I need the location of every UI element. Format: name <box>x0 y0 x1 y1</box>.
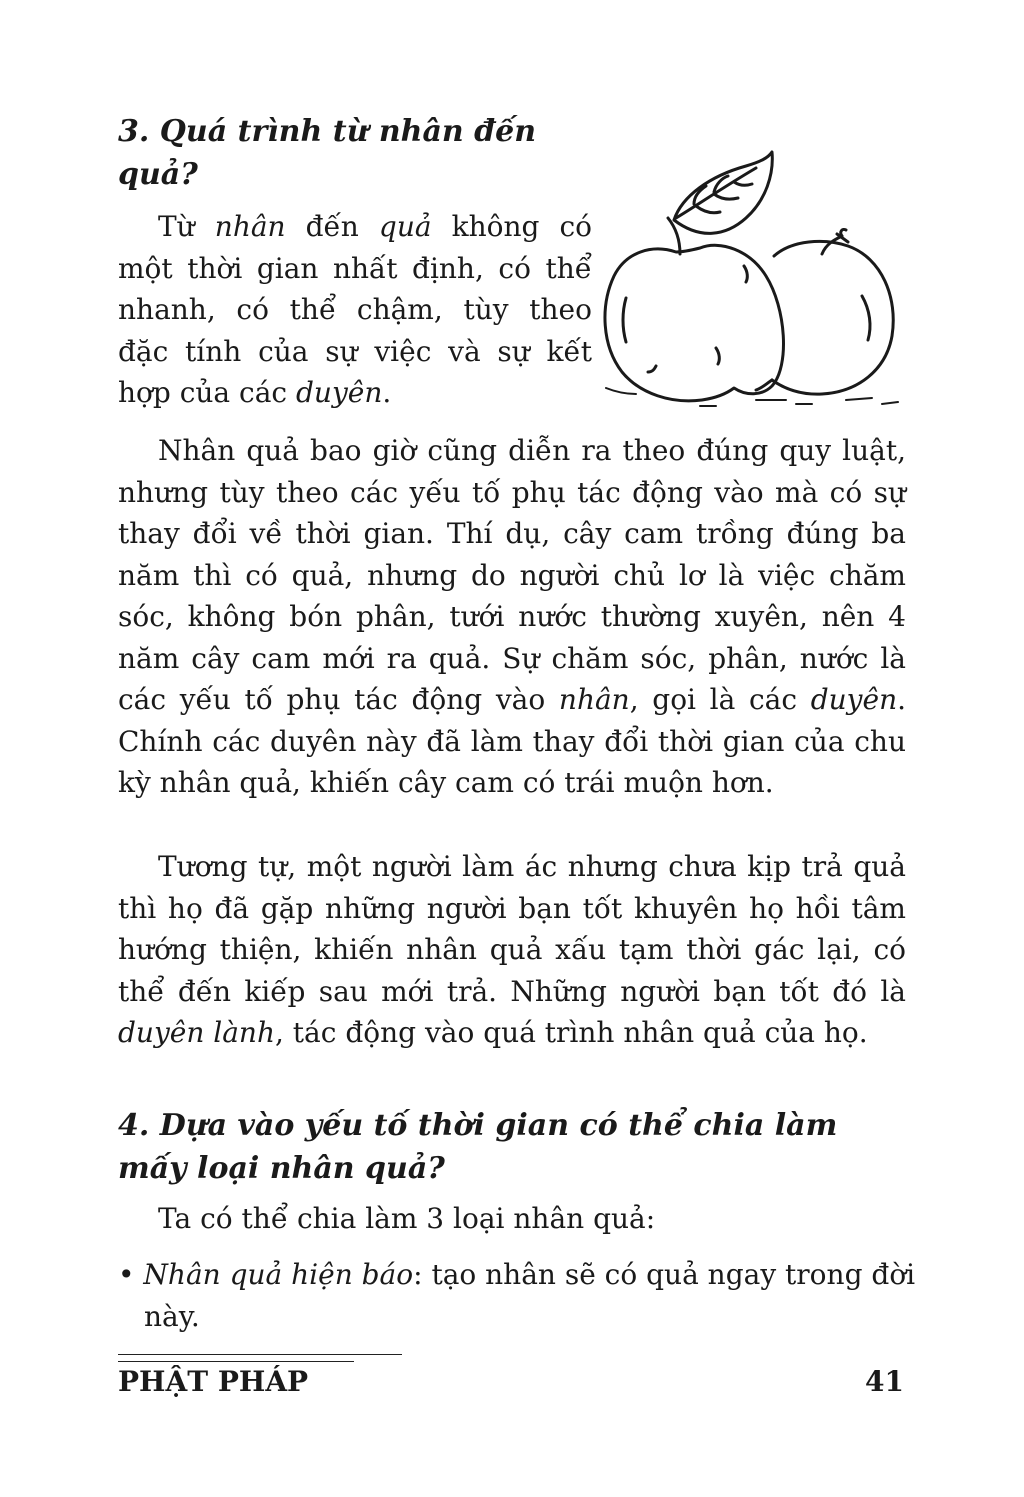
page-number: 41 <box>865 1365 904 1398</box>
emphasis-qua: quả <box>378 210 432 243</box>
section-4-heading <box>118 1104 837 1190</box>
text-run: Từ <box>158 210 215 243</box>
bullet-text: : tạo nhân sẽ có quả ngay trong đời này. <box>144 1258 916 1333</box>
text-run: đến <box>285 210 379 243</box>
bullet-term: Nhân quả hiện báo <box>143 1258 414 1291</box>
section-3-paragraph-2 <box>118 430 906 804</box>
section-4-heading-line2: mấy loại nhân quả? <box>118 1151 445 1186</box>
emphasis-nhan: nhân <box>214 210 286 243</box>
bullet-mark: • <box>118 1258 135 1291</box>
section-4-heading-line1: 4. Dựa vào yếu tố thời gian có thể chia làm <box>118 1108 838 1143</box>
apples-illustration-icon <box>596 148 908 410</box>
section-3-heading-line1: 3. Quá trình từ nhân đến <box>118 114 537 149</box>
bullet-item-hien-bao <box>118 1254 932 1337</box>
section-3-heading <box>118 110 536 196</box>
text-run: Tương tự, một người làm ác nhưng chưa kịp trả quả thì họ đã gặp những người bạn tốt khuyên họ hồi tâm hướng thiện, khiến nhân quả xấu tạm thời gác lại, có thể đến kiếp sau mới trả. Những người bạn tốt đó là <box>118 850 906 1008</box>
text-run: , gọi là các <box>629 683 811 716</box>
text-run: . <box>382 376 392 409</box>
text-run: . Chính các duyên này đã làm thay đổi thời gian của chu kỳ nhân quả, khiến cây cam có trái muộn hơn. <box>118 683 907 799</box>
footer-book-title: PHẬT PHÁP <box>118 1365 309 1398</box>
section-4-intro: Ta có thể chia làm 3 loại nhân quả: <box>158 1202 656 1235</box>
section-3-paragraph-1 <box>118 206 592 414</box>
emphasis-duyen-lanh: duyên lành <box>118 1016 275 1049</box>
emphasis-duyen: duyên <box>810 683 898 716</box>
emphasis-duyen: duyên <box>295 376 383 409</box>
section-3-paragraph-3 <box>118 846 906 1054</box>
text-run: không có một thời gian nhất định, có thể nhanh, có thể chậm, tùy theo đặc tính của sự việc và sự kết hợp của các <box>118 210 593 409</box>
text-run: Nhân quả bao giờ cũng diễn ra theo đúng quy luật, nhưng tùy theo các yếu tố phụ tác động vào mà có sự thay đổi về thời gian. Thí dụ, cây cam trồng đúng ba năm thì có quả, nhưng do người chủ lơ là việc chăm sóc, không bón phân, tưới nước thường xuyên, nên 4 năm cây cam mới ra quả. Sự chăm sóc, phân, nước là các yếu tố phụ tác động vào <box>118 434 906 716</box>
emphasis-nhan: nhân <box>558 683 630 716</box>
text-run: , tác động vào quá trình nhân quả của họ. <box>275 1016 868 1049</box>
footer-rule-top <box>118 1354 402 1355</box>
section-3-heading-line2: quả? <box>118 157 198 192</box>
